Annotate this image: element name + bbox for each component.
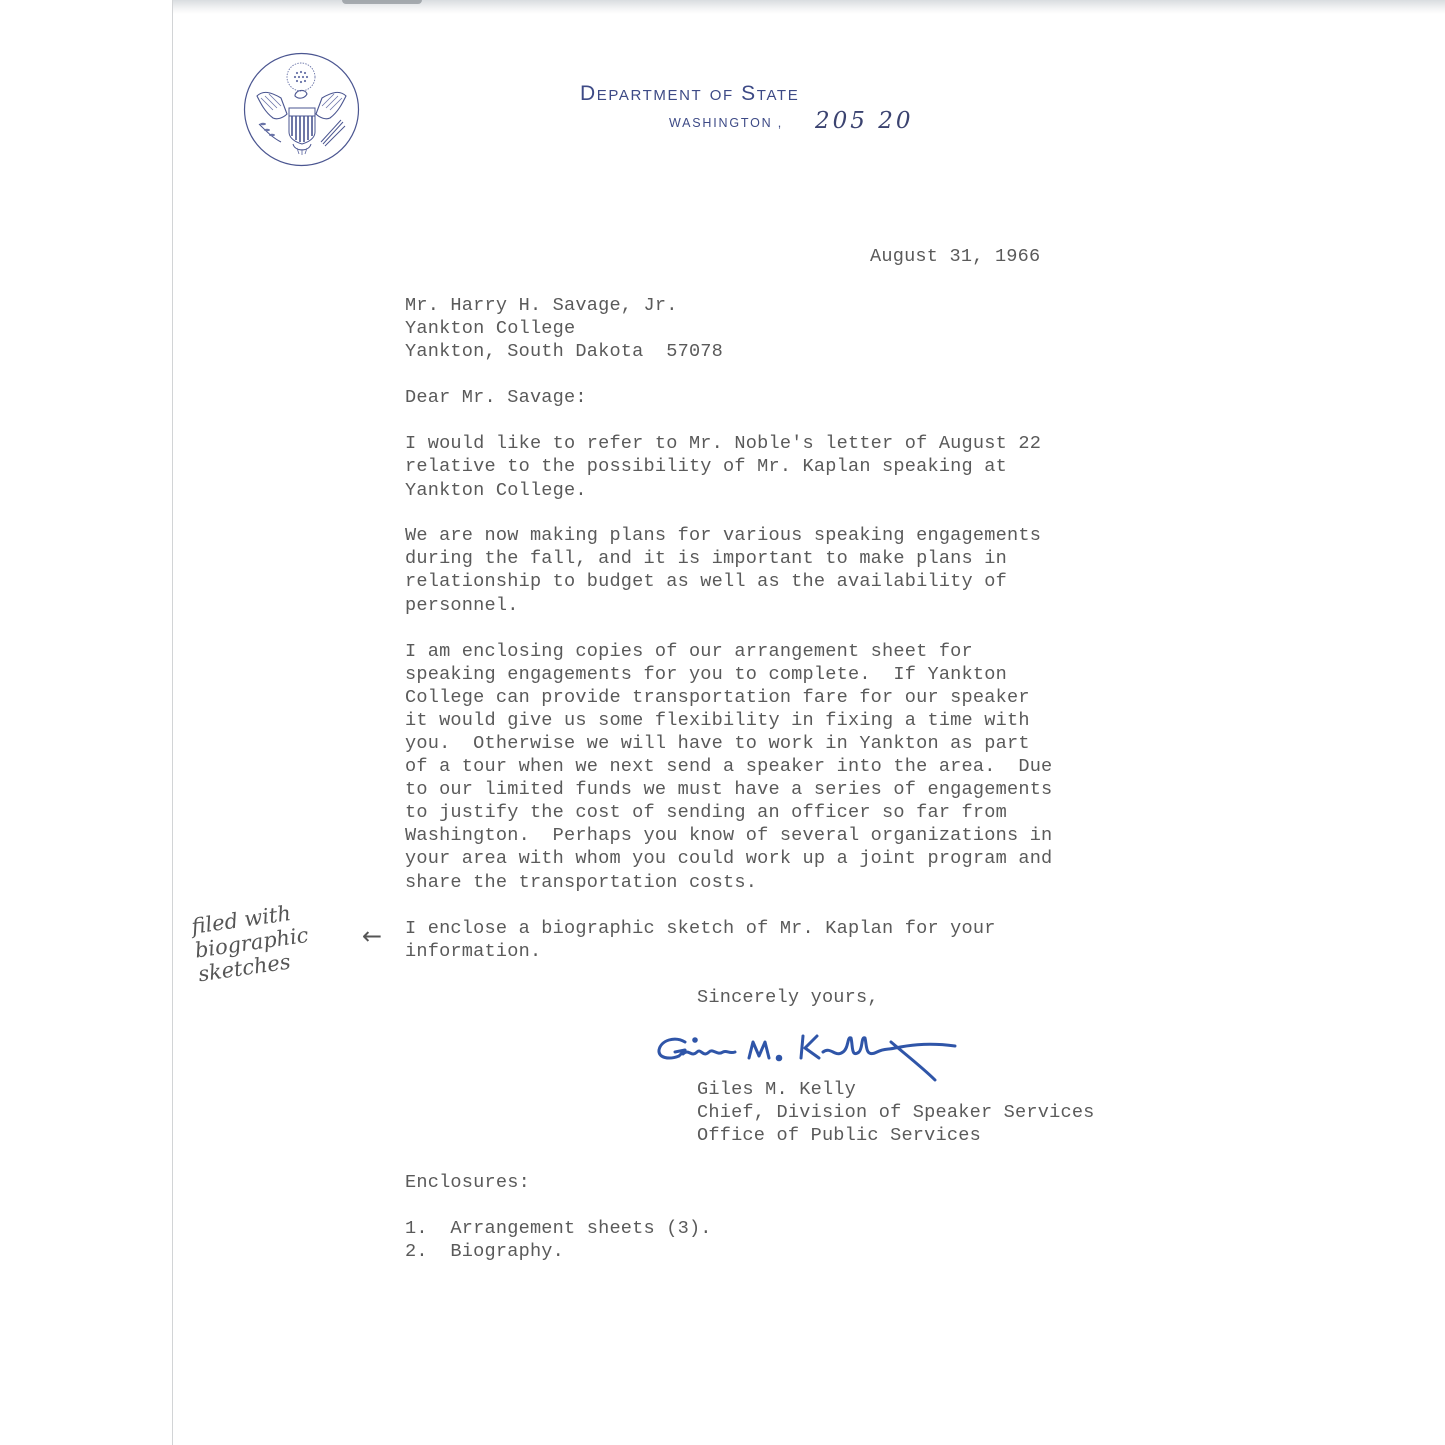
handwritten-zip-code: 205 20	[815, 108, 914, 134]
paper-left-edge	[172, 0, 173, 1445]
paragraph-line: I enclose a biographic sketch of Mr. Kaplan for your	[405, 918, 996, 939]
signer-name: Giles M. Kelly	[697, 1079, 857, 1100]
department-title: Department of State	[580, 82, 800, 105]
paragraph-line: relative to the possibility of Mr. Kaplan speaking at	[405, 456, 1007, 477]
paragraph-line: We are now making plans for various speaking engagements	[405, 525, 1042, 546]
great-seal-icon	[243, 52, 360, 167]
paragraph-line: College can provide transportation fare for our speaker	[405, 687, 1030, 708]
signer-office: Office of Public Services	[697, 1125, 981, 1146]
arrow-left-icon: ←	[362, 922, 383, 950]
paragraph-line: speaking engagements for you to complete. If Yankton	[405, 664, 1007, 685]
paragraph-line: your area with whom you could work up a joint program and	[405, 848, 1053, 869]
paragraph-line: during the fall, and it is important to make plans in	[405, 548, 1007, 569]
paragraph-line: you. Otherwise we will have to work in Yankton as part	[405, 733, 1030, 754]
paper-top-edge	[172, 0, 1445, 14]
paragraph-line: personnel.	[405, 595, 519, 616]
enclosure-item: 2. Biography.	[405, 1241, 565, 1262]
letter-date: August 31, 1966	[870, 246, 1041, 267]
paragraph-line: Washington. Perhaps you know of several organizations in	[405, 825, 1053, 846]
paragraph-line: I am enclosing copies of our arrangement sheet for	[405, 641, 973, 662]
recipient-address: Yankton, South Dakota 57078	[405, 341, 724, 362]
scan-shadow	[342, 0, 422, 4]
recipient-institution: Yankton College	[405, 318, 576, 339]
recipient-name: Mr. Harry H. Savage, Jr.	[405, 295, 678, 316]
paragraph-line: share the transportation costs.	[405, 872, 758, 893]
handwritten-margin-note: filed with biographic sketches	[190, 901, 310, 987]
paragraph-line: I would like to refer to Mr. Noble's letter of August 22	[405, 433, 1042, 454]
paragraph-line: of a tour when we next send a speaker into the area. Due	[405, 756, 1053, 777]
paragraph-line: to justify the cost of sending an officer so far from	[405, 802, 1007, 823]
paragraph-line: Yankton College.	[405, 480, 587, 501]
letterhead-city: WASHINGTON ,	[669, 116, 783, 130]
paragraph-line: to our limited funds we must have a series of engagements	[405, 779, 1053, 800]
enclosure-item: 1. Arrangement sheets (3).	[405, 1218, 712, 1239]
signer-title: Chief, Division of Speaker Services	[697, 1102, 1095, 1123]
enclosures-heading: Enclosures:	[405, 1172, 530, 1193]
salutation: Dear Mr. Savage:	[405, 387, 587, 408]
paragraph-line: it would give us some flexibility in fixing a time with	[405, 710, 1030, 731]
paragraph-line: information.	[405, 941, 542, 962]
paragraph-line: relationship to budget as well as the availability of	[405, 571, 1007, 592]
closing: Sincerely yours,	[697, 987, 879, 1008]
